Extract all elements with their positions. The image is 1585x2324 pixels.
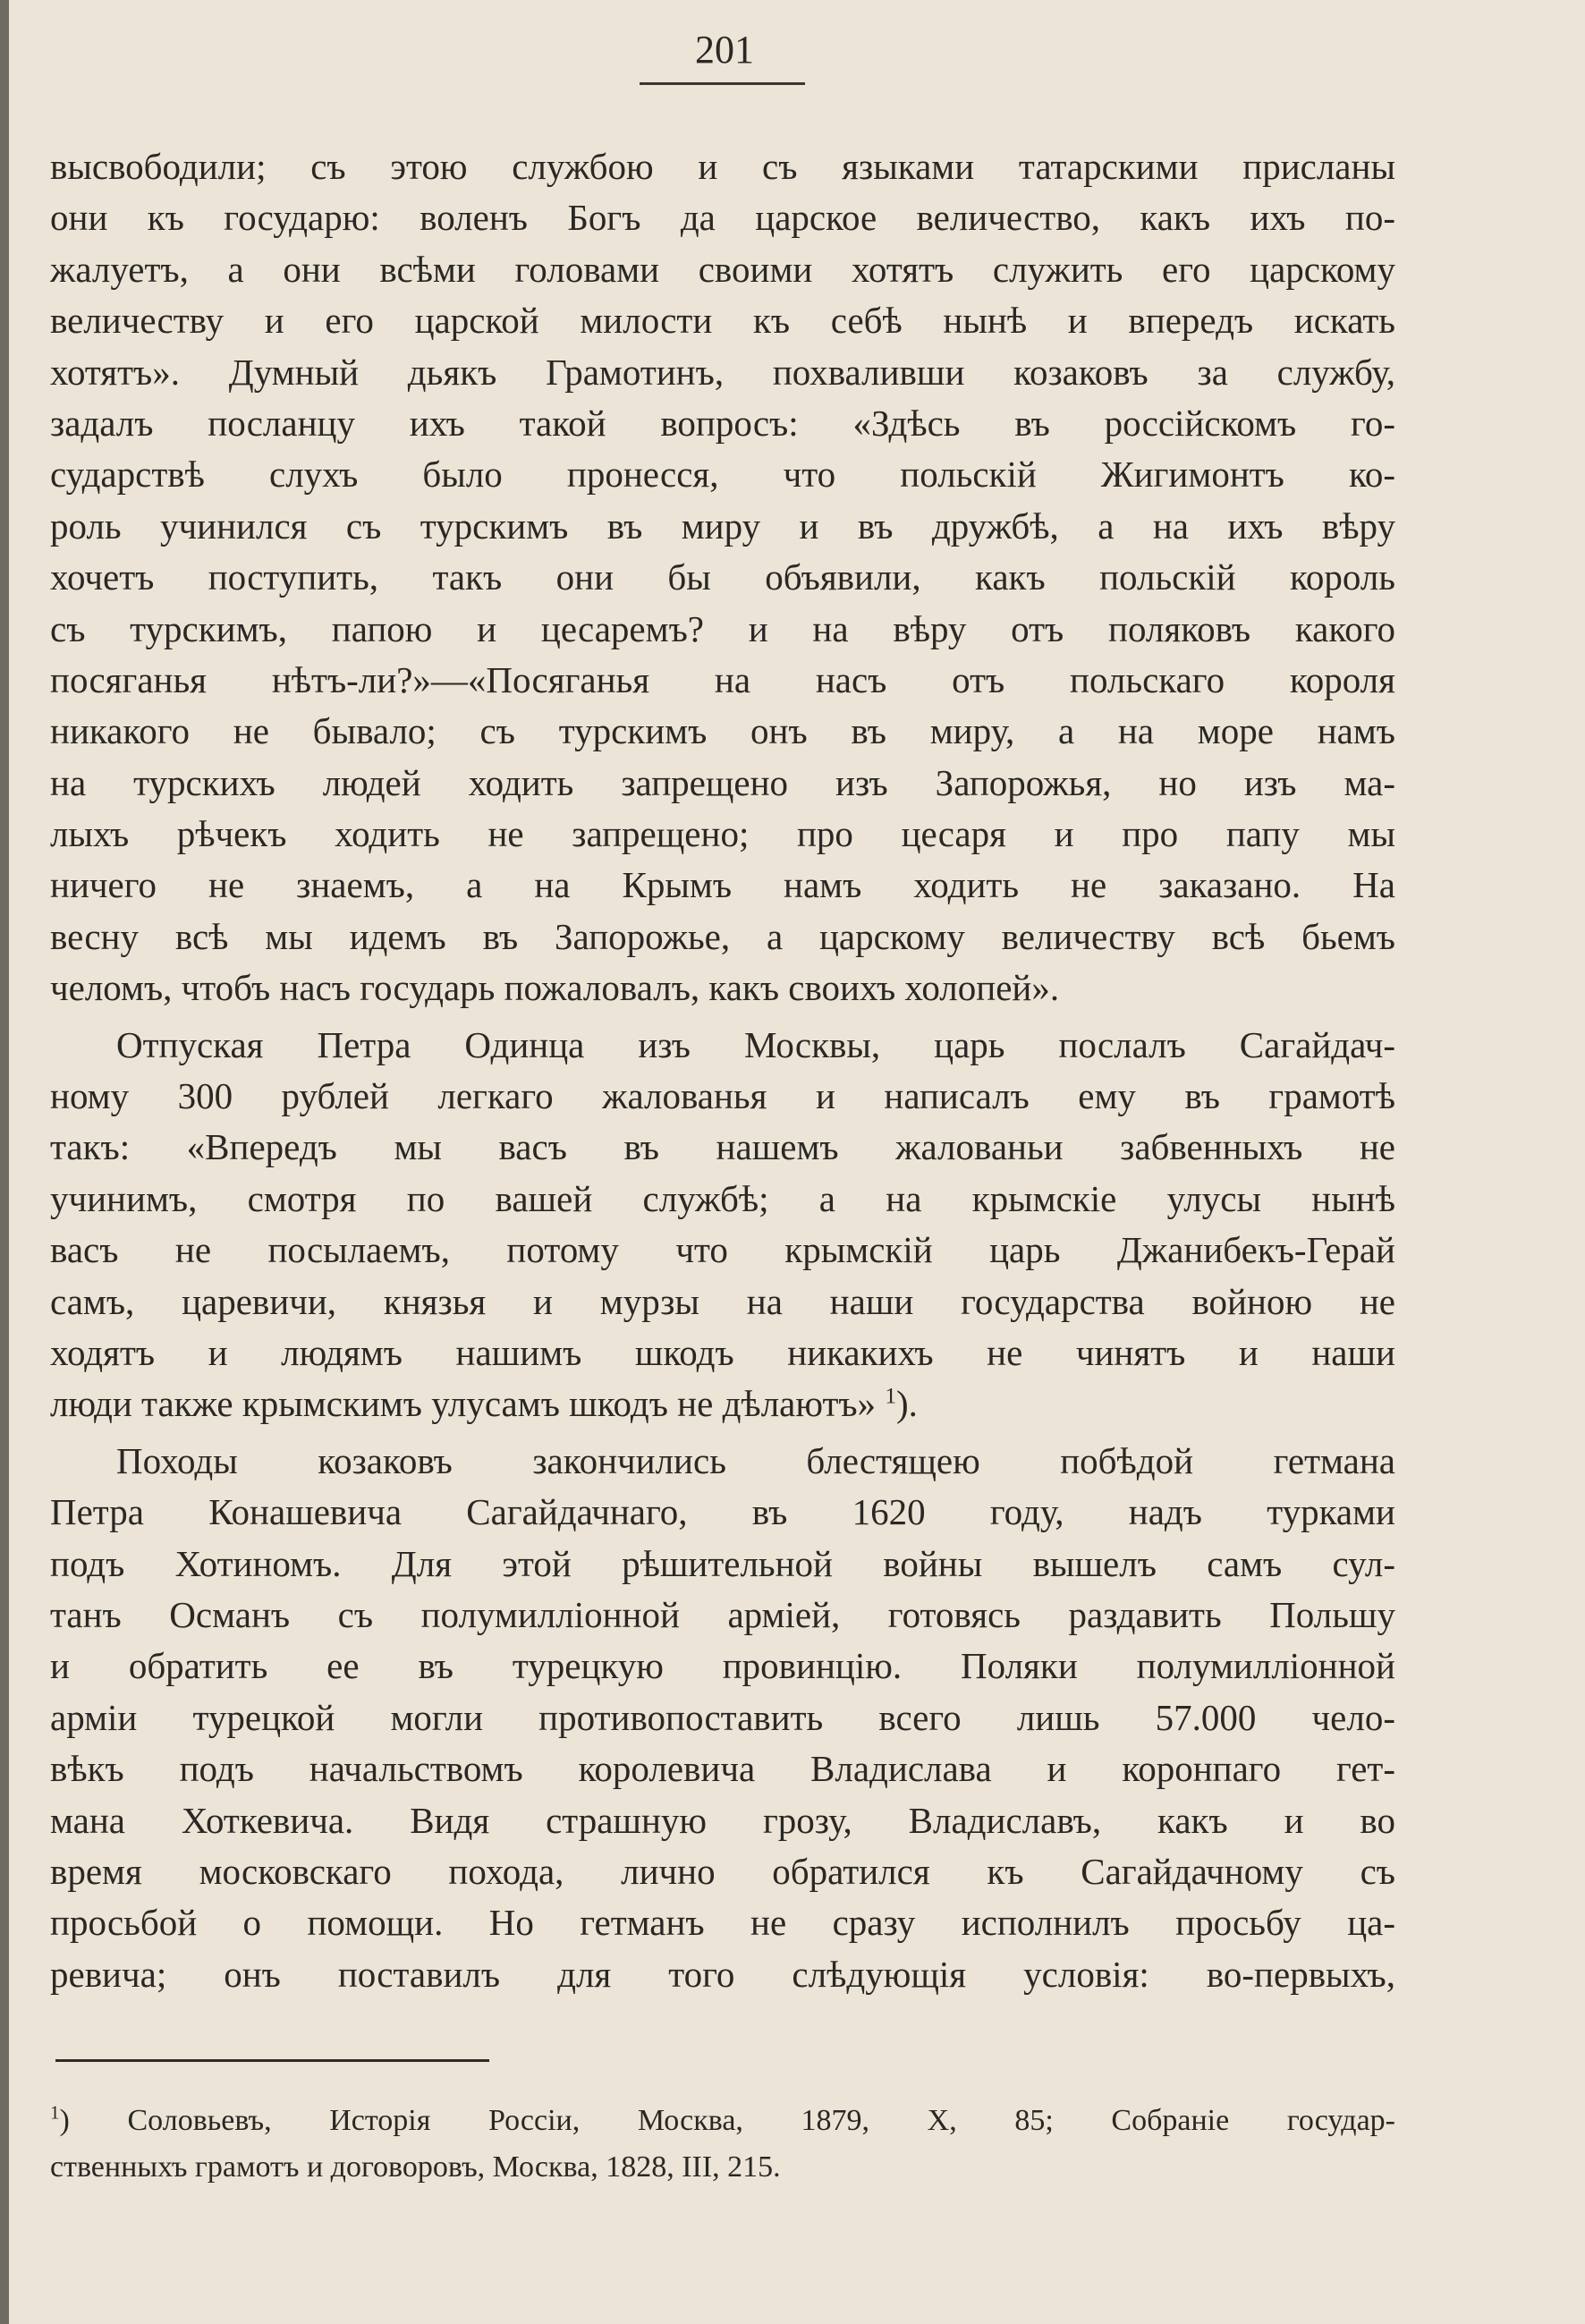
book-spine-edge: [0, 0, 9, 2324]
text-line: лыхъ рѣчекъ ходить не запрещено; про цесаря и про папу мы: [50, 813, 1395, 855]
text-line-ending: ).: [896, 1383, 918, 1425]
text-line: они къ государю: воленъ Богъ да царское величество, какъ ихъ по-: [50, 197, 1395, 239]
text-line: просьбой о помощи. Но гетманъ не сразу исполнилъ просьбу ца-: [50, 1902, 1395, 1944]
text-line: ному 300 рублей легкаго жалованья и написалъ ему въ грамотѣ: [50, 1075, 1395, 1117]
text-line: челомъ, чтобъ насъ государь пожаловалъ, какъ своихъ холопей».: [50, 967, 1060, 1009]
text-line: роль учинился съ турскимъ въ миру и въ дружбѣ, а на ихъ вѣру: [50, 505, 1395, 547]
text-line: время московскаго похода, лично обратился къ Сагайдачному съ: [50, 1850, 1395, 1892]
text-line: такъ: «Впередъ мы васъ въ нашемъ жалованьи забвенныхъ не: [50, 1126, 1395, 1168]
text-line: посяганья нѣтъ-ли?»—«Посяганья на насъ отъ польскаго короля: [50, 658, 1395, 700]
text-line: арміи турецкой могли противопоставить всего лишь 57.000 чело-: [50, 1696, 1395, 1738]
text-line: учинимъ, смотря по вашей службѣ; а на крымскіе улусы нынѣ: [50, 1177, 1395, 1219]
body-text: [50, 141, 1395, 2000]
text-line: Походы козаковъ закончились блестящею побѣдой гетмана: [116, 1439, 1395, 1481]
text-line: задалъ посланцу ихъ такой вопросъ: «Здѣсь въ россійскомъ го-: [50, 402, 1395, 444]
text-line: подъ Хотиномъ. Для этой рѣшительной войны вышелъ самъ сул-: [50, 1542, 1395, 1584]
text-line: хотятъ». Думный дьякъ Грамотинъ, похваливши козаковъ за службу,: [50, 351, 1395, 393]
text-line: ничего не знаемъ, а на Крымъ намъ ходить не заказано. На: [50, 864, 1395, 906]
footnote-line: ственныхъ грамотъ и договоровъ, Москва, 1828, III, 215.: [50, 2150, 781, 2184]
text-line: весну всѣ мы идемъ въ Запорожье, а царскому величеству всѣ бьемъ: [50, 915, 1395, 957]
text-line: мана Хоткевича. Видя страшную грозу, Владиславъ, какъ и во: [50, 1799, 1395, 1841]
text-line: съ турскимъ, папою и цесаремъ? и на вѣру отъ поляковъ какого: [50, 607, 1395, 649]
text-line: вѣкъ подъ начальствомъ королевича Владислава и коронпаго гет-: [50, 1748, 1395, 1790]
footnote: [50, 2098, 1395, 2191]
text-line: никакого не бывало; съ турскимъ онъ въ миру, а на море намъ: [50, 710, 1395, 752]
text-line: величеству и его царской милости къ себѣ нынѣ и впередъ искать: [50, 300, 1395, 342]
book-page: [9, 0, 1585, 2324]
text-line: хочетъ поступить, такъ они бы объявили, какъ польскій король: [50, 556, 1395, 598]
page-number: 201: [695, 28, 754, 72]
text-line: на турскихъ людей ходить запрещено изъ Запорожья, но изъ ма-: [50, 761, 1395, 803]
text-line: и обратить ее въ турецкую провинцію. Поляки полумилліонной: [50, 1645, 1395, 1687]
text-line: высвободили; съ этою службою и съ языками татарскими присланы: [50, 146, 1395, 187]
footnote-separator: [55, 2059, 489, 2062]
footnote-line: [50, 2098, 1395, 2144]
text-line-content: люди также крымскимъ улусамъ шкодъ не дѣлаютъ»: [50, 1383, 877, 1425]
footnote-reference[interactable]: 1: [885, 1383, 897, 1409]
text-line: ходятъ и людямъ нашимъ шкодъ никакихъ не чинятъ и наши: [50, 1331, 1395, 1373]
text-line: ревича; онъ поставилъ для того слѣдующія условія: во-первыхъ,: [50, 1953, 1395, 1995]
text-line: Отпуская Петра Одинца изъ Москвы, царь послалъ Сагайдач-: [116, 1023, 1395, 1065]
paragraph: [50, 1020, 1395, 1430]
footnote-text: ) Соловьевъ, Исторія Россіи, Москва, 1879, X, 85; Собраніе государ-: [59, 2104, 1395, 2137]
text-line: сударствѣ слухъ было пронесся, что польскій Жигимонтъ ко-: [50, 454, 1395, 496]
text-line: самъ, царевичи, князья и мурзы на наши государства войною не: [50, 1280, 1395, 1322]
paragraph: [50, 141, 1395, 1014]
text-line: Петра Конашевича Сагайдачнаго, въ 1620 году, надъ турками: [50, 1491, 1395, 1533]
footnote-mark: 1: [50, 2101, 60, 2124]
page-number-underline: [640, 82, 805, 85]
text-line: танъ Османъ съ полумилліонной арміей, готовясь раздавить Польшу: [50, 1593, 1395, 1635]
footnotes: [50, 2098, 1395, 2191]
text-line: жалуетъ, а они всѣми головами своими хотятъ служить его царскому: [50, 248, 1395, 290]
text-line: васъ не посылаемъ, потому что крымскій царь Джанибекъ-Герай: [50, 1229, 1395, 1271]
text-line: [50, 1378, 1395, 1429]
paragraph: [50, 1436, 1395, 2000]
